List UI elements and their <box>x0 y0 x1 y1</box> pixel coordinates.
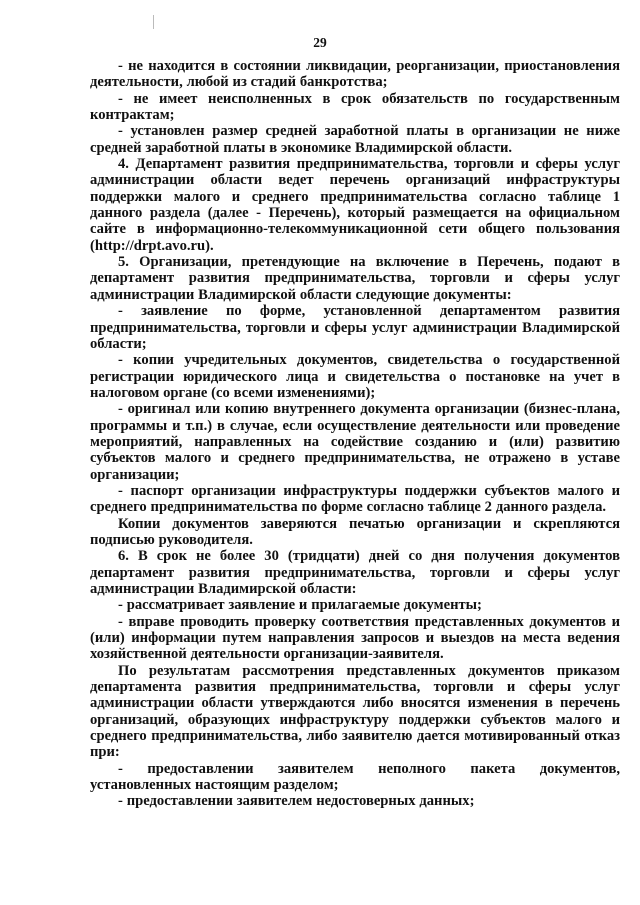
paragraph-item-6: 6. В срок не более 30 (тридцати) дней со дня получения документов департамент развития предпринимательства, торговли и сферы услуг администрации Владимирской области: <box>90 548 620 597</box>
paragraph-review-results: По результатам рассмотрения представленных документов приказом департамента развития предпринимательства, торговли и сферы услуг администрации области утверждаются либо вносятся изменения в перечень организаций, образующих инфраструктуру поддержки субъектов малого и среднего предпринимательства, либо заявителю дается мотивированный отказ при: <box>90 662 620 761</box>
paragraph-item-5: 5. Организации, претендующие на включение в Перечень, подают в департамент развития предпринимательства, торговли и сферы услуг администрации Владимирской области следующие документы: <box>90 254 620 303</box>
paragraph-document-passport: - паспорт организации инфраструктуры поддержки субъектов малого и среднего предпринимательства по форме согласно таблице 2 данного раздела. <box>90 482 620 516</box>
paragraph-document-application: - заявление по форме, установленной департаментом развития предпринимательства, торговли и сферы услуг администрации Владимирской области; <box>90 303 620 352</box>
paragraph-criteria-salary: - установлен размер средней заработной платы в организации не ниже средней заработной платы в экономике Владимирской области. <box>90 123 620 156</box>
paragraph-document-copies: - копии учредительных документов, свидетельства о государственной регистрации юридического лица и свидетельства о постановке на учет в налоговом органе (со всеми изменениями); <box>90 352 620 401</box>
paragraph-criteria-liquidation: - не находится в состоянии ликвидации, реорганизации, приостановления деятельности, любой из стадий банкротства; <box>90 58 620 91</box>
paragraph-refusal-inaccurate: - предоставлении заявителем недостоверных данных; <box>118 793 475 810</box>
paragraph-criteria-obligations: - не имеет неисполненных в срок обязательств по государственным контрактам; <box>90 90 620 124</box>
paragraph-document-internal: - оригинал или копию внутреннего документа организации (бизнес-плана, программы и т.п.) в случае, если осуществление деятельности или проведение мероприятий, направленных на содействие созданию и (или) развитию субъектов малого и среднего предпринимательства, не отражено в уставе организации; <box>90 401 620 483</box>
paragraph-item-4: 4. Департамент развития предпринимательства, торговли и сферы услуг администрации области ведет перечень организаций инфраструктуры поддержки малого и среднего предпринимательства согласно таблице 1 данного раздела (далее - Перечень), который размещается на официальном сайте в информационно-телекоммуникационной сети общего пользования (http://drpt.avo.ru). <box>90 156 620 254</box>
page-number: 29 <box>313 35 327 50</box>
document-body <box>90 58 620 810</box>
paragraph-refusal-incomplete: - предоставлении заявителем неполного пакета документов, установленных настоящим разделом; <box>90 760 620 794</box>
paragraph-review-application: - рассматривает заявление и прилагаемые документы; <box>118 597 482 614</box>
scan-mark <box>153 15 154 29</box>
paragraph-review-verification: - вправе проводить проверку соответствия представленных документов и (или) информации путем направления запросов и выездов на места ведения хозяйственной деятельности организации-заявителя. <box>90 613 620 663</box>
paragraph-copies-certified: Копии документов заверяются печатью организации и скрепляются подписью руководителя. <box>90 515 620 548</box>
